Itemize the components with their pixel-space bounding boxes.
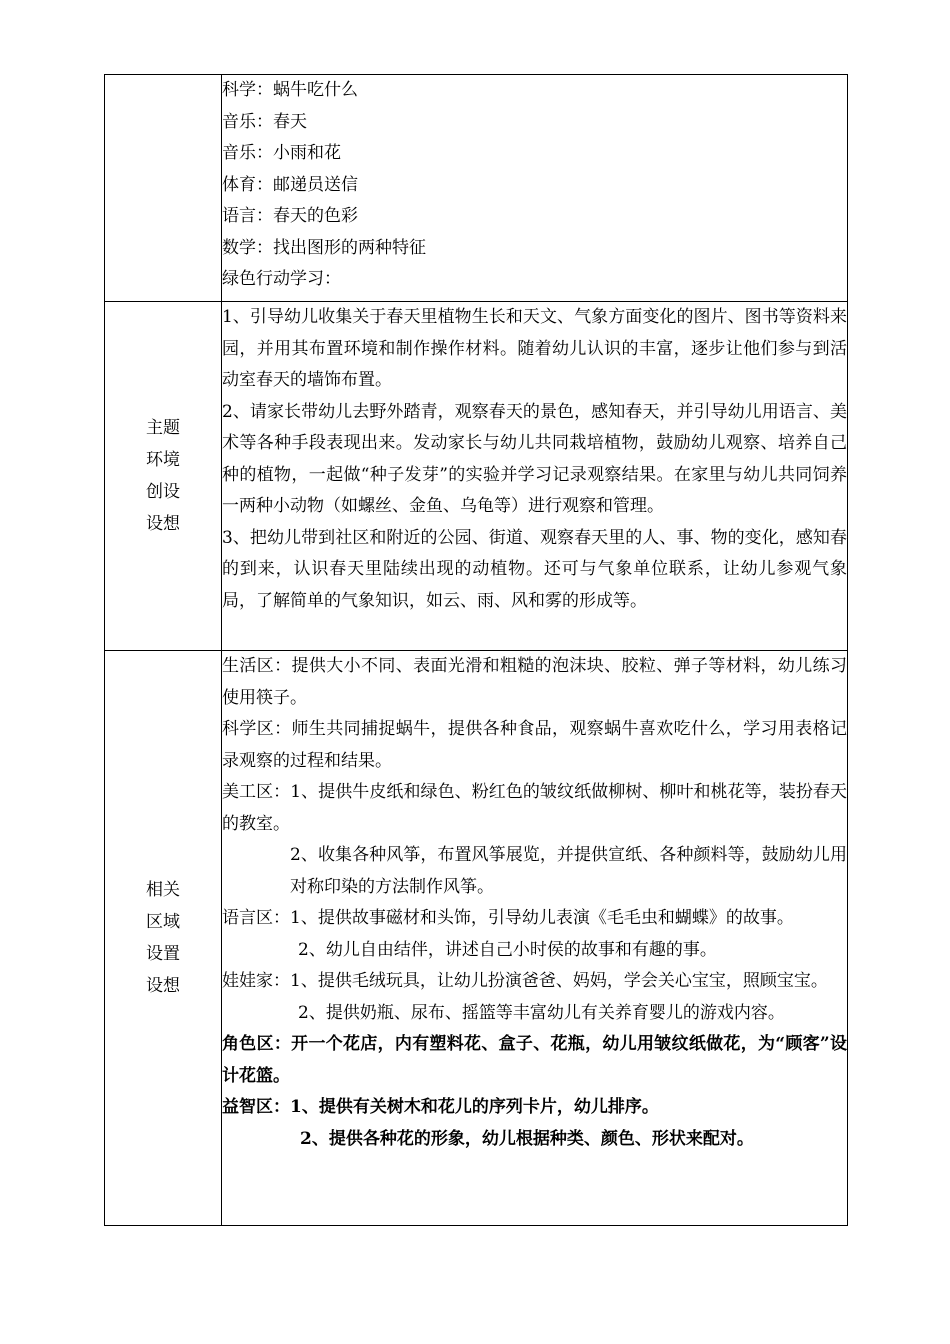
table-row [105,75,848,302]
paragraph: 2、提供各种花的形象，幼儿根据种类、颜色、形状来配对。 [300,1128,754,1149]
row-label-empty [105,75,222,302]
paragraph: 娃娃家：1、提供毛绒玩具，让幼儿扮演爸爸、妈妈，学会关心宝宝，照顾宝宝。 [222,971,828,991]
paragraph: 角色区：开一个花店，内有塑料花、盒子、花瓶，幼儿用皱纹纸做花，为“顾客”设计花篮。 [222,1034,847,1086]
activity-line: 绿色行动学习： [222,269,341,289]
label-line: 环境 [146,450,180,470]
table-row [105,302,848,651]
activity-line: 音乐：春天 [222,111,307,132]
activity-line: 音乐：小雨和花 [222,143,341,163]
paragraph: 2、提供奶瓶、尿布、摇篮等丰富幼儿有关养育婴儿的游戏内容。 [298,1002,785,1023]
label-line: 设想 [146,514,180,534]
paragraph: 2、请家长带幼儿去野外踏青，观察春天的景色，感知春天，并引导幼儿用语言、美术等各种手段表现出来。发动家长与幼儿共同栽培植物，鼓励幼儿观察、培养自己种的植物，一起做“种子发芽”的实验并学习记录观察结果。在家里与幼儿共同饲养一两种小动物（如螺丝、金鱼、乌龟等）进行观察和管理。 [222,401,847,516]
activity-line: 科学：蜗牛吃什么 [222,80,358,100]
row-label-area-setup [105,651,222,1226]
paragraph: 语言区：1、提供故事磁材和头饰，引导幼儿表演《毛毛虫和蝴蝶》的故事。 [222,908,794,928]
table-row [105,651,848,1226]
paragraph: 2、收集各种风筝，布置风筝展览，并提供宣纸、各种颜料等，鼓励幼儿用对称印染的方法制作风筝。 [290,845,847,897]
activity-line: 语言：春天的色彩 [222,206,358,226]
activity-list-cell [222,75,848,302]
label-line: 主题 [146,418,180,438]
paragraph: 生活区：提供大小不同、表面光滑和粗糙的泡沫块、胶粒、弹子等材料，幼儿练习使用筷子。 [222,656,847,708]
label-line: 区域 [146,912,180,932]
paragraph: 科学区：师生共同捕捉蜗牛，提供各种食品，观察蜗牛喜欢吃什么，学习用表格记录观察的过程和结果。 [222,719,847,771]
paragraph: 3、把幼儿带到社区和附近的公园、街道、观察春天里的人、事、物的变化，感知春的到来，认识春天里陆续出现的动植物。还可与气象单位联系，让幼儿参观气象局，了解简单的气象知识，如云、雨、风和雾的形成等。 [222,527,847,611]
activity-line: 体育：邮递员送信 [222,174,358,195]
plan-table [104,74,848,1226]
paragraph: 美工区：1、提供牛皮纸和绿色、粉红色的皱纹纸做柳树、柳叶和桃花等，装扮春天的教室。 [222,782,847,834]
paragraph: 益智区：1、提供有关树木和花儿的序列卡片，幼儿排序。 [222,1097,659,1117]
label-line: 相关 [146,880,180,900]
area-plan-cell [222,651,848,1226]
paragraph: 1、引导幼儿收集关于春天里植物生长和天文、气象方面变化的图片、图书等资料来园，并用其布置环境和制作操作材料。随着幼儿认识的丰富，逐步让他们参与到活动室春天的墙饰布置。 [222,307,847,390]
label-line: 创设 [146,482,180,502]
label-line: 设置 [146,944,180,964]
row-label-theme-environment [105,302,222,651]
label-line: 设想 [146,976,180,996]
paragraph: 2、幼儿自由结伴，讲述自己小时侯的故事和有趣的事。 [298,939,717,960]
activity-line: 数学：找出图形的两种特征 [222,237,426,258]
environment-plan-cell [222,302,848,651]
